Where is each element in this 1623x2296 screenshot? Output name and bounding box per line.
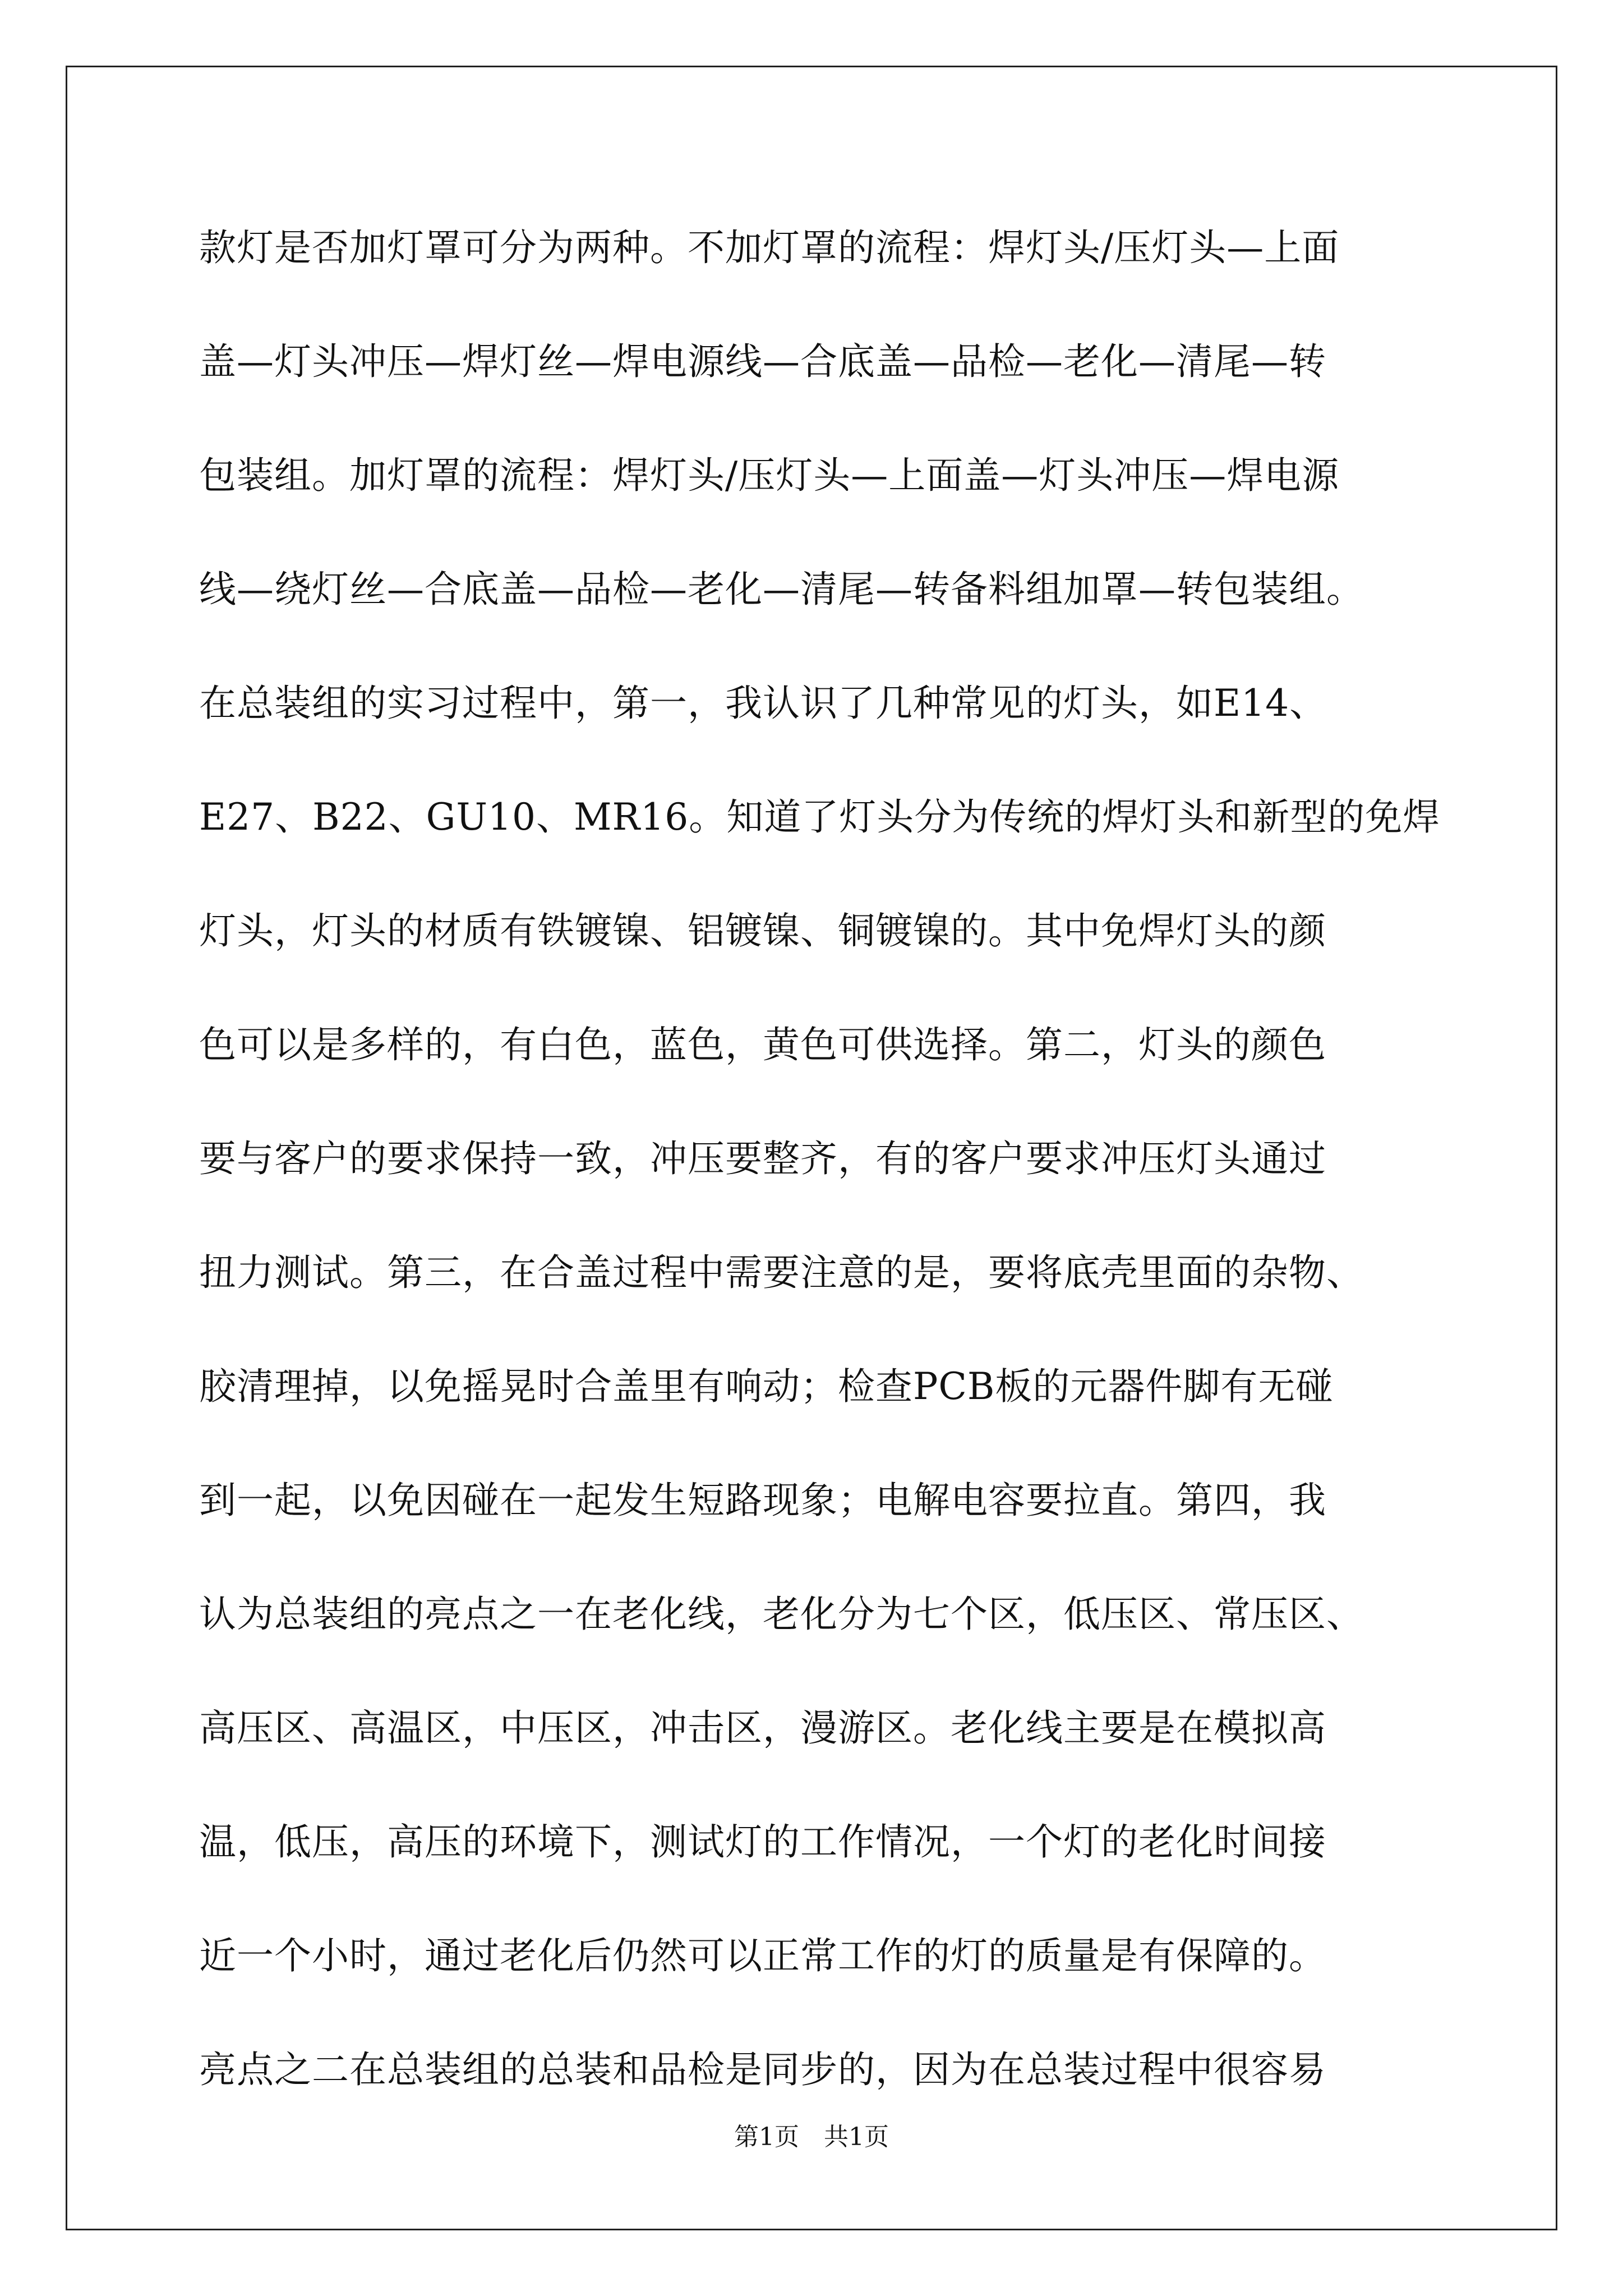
text-line: 包装组。加灯罩的流程：焊灯头/压灯头—上面盖—灯头冲压—焊电源 — [199, 454, 1340, 497]
text-line: 色可以是多样的，有白色，蓝色，黄色可供选择。第二，灯头的颜色 — [199, 1023, 1326, 1066]
text-line: 胶清理掉，以免摇晃时合盖里有响动；检查PCB板的元器件脚有无碰 — [199, 1365, 1334, 1408]
text-line: 要与客户的要求保持一致，冲压要整齐，有的客户要求冲压灯头通过 — [199, 1137, 1326, 1180]
text-line: 款灯是否加灯罩可分为两种。不加灯罩的流程：焊灯头/压灯头—上面 — [199, 226, 1340, 269]
text-line: 高压区、高温区，中压区，冲击区，漫游区。老化线主要是在模拟高 — [199, 1706, 1326, 1750]
page-number-footer: 第1页 共1页 — [734, 2123, 889, 2151]
text-line: 灯头，灯头的材质有铁镀镍、铝镀镍、铜镀镍的。其中免焊灯头的颜 — [199, 909, 1326, 953]
text-line: 亮点之二在总装组的总装和品检是同步的，因为在总装过程中很容易 — [199, 2048, 1326, 2091]
text-line: 温，低压，高压的环境下，测试灯的工作情况，一个灯的老化时间接 — [199, 1820, 1326, 1864]
text-line: E27、B22、GU10、MR16。知道了灯头分为传统的焊灯头和新型的免焊 — [199, 795, 1441, 839]
text-line: 近一个小时，通过老化后仍然可以正常工作的灯的质量是有保障的。 — [199, 1934, 1326, 1977]
text-line: 扭力测试。第三，在合盖过程中需要注意的是，要将底壳里面的杂物、 — [199, 1251, 1364, 1294]
text-line: 到一起，以免因碰在一起发生短路现象；电解电容要拉直。第四，我 — [199, 1479, 1326, 1522]
text-line: 线—绕灯丝—合底盖—品检—老化—清尾—转备料组加罩—转包装组。 — [199, 568, 1364, 611]
text-line: 盖—灯头冲压—焊灯丝—焊电源线—合底盖—品检—老化—清尾—转 — [199, 340, 1326, 383]
body-paragraph — [199, 220, 1455, 2156]
text-line: 在总装组的实习过程中，第一，我认识了几种常见的灯头，如E14、 — [199, 682, 1327, 725]
text-line: 认为总装组的亮点之一在老化线，老化分为七个区，低压区、常压区、 — [199, 1593, 1364, 1636]
